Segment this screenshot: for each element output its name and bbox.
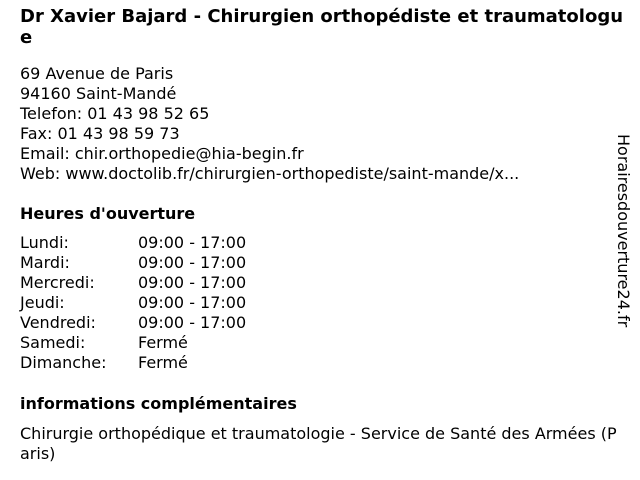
hours-time: 09:00 - 17:00: [138, 233, 247, 252]
phone-number[interactable]: Telefon: 01 43 98 52 65: [20, 104, 210, 123]
address-street: 69 Avenue de Paris: [20, 64, 174, 83]
hours-day: Lundi:: [20, 233, 69, 252]
website-link[interactable]: Web: www.doctolib.fr/chirurgien-orthopediste/saint-mande/x...: [20, 164, 520, 183]
hours-day: Samedi:: [20, 333, 86, 352]
info-text: Chirurgie orthopédique et traumatologie - Service de Santé des Armées (Paris): [20, 424, 617, 463]
hours-time: 09:00 - 17:00: [138, 293, 247, 312]
hours-time: 09:00 - 17:00: [138, 253, 247, 272]
hours-day: Mardi:: [20, 253, 70, 272]
contact-block: [20, 64, 519, 184]
email-link[interactable]: Email: chir.orthopedie@hia-begin.fr: [20, 144, 304, 163]
page-title: Dr Xavier Bajard - Chirurgien orthopédiste et traumatologue: [20, 6, 624, 48]
hours-heading: Heures d'ouverture: [20, 204, 196, 223]
hours-day: Vendredi:: [20, 313, 96, 332]
address-city: 94160 Saint-Mandé: [20, 84, 177, 103]
hours-time: 09:00 - 17:00: [138, 313, 247, 332]
hours-day: Jeudi:: [20, 293, 65, 312]
hours-time: Fermé: [138, 333, 188, 352]
fax-number: Fax: 01 43 98 59 73: [20, 124, 180, 143]
hours-time: Fermé: [138, 353, 188, 372]
hours-time: 09:00 - 17:00: [138, 273, 247, 292]
hours-day: Mercredi:: [20, 273, 95, 292]
info-heading: informations complémentaires: [20, 394, 297, 413]
site-watermark: Horairesdouverture24.fr: [614, 134, 633, 328]
hours-day: Dimanche:: [20, 353, 107, 372]
